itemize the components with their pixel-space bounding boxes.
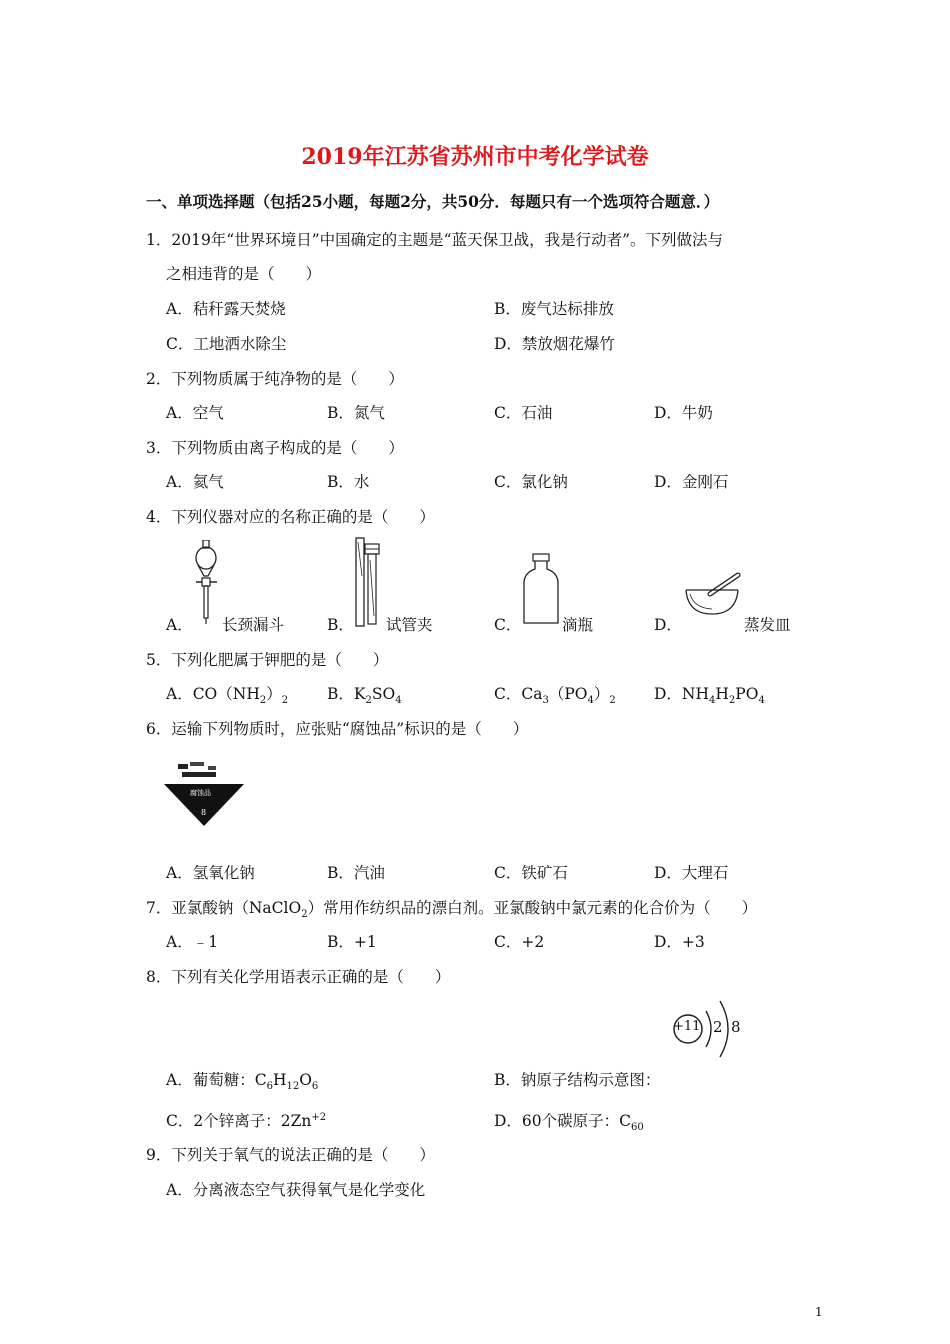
q6-option-b: B．汽油 [327, 864, 385, 882]
q8-option-b: B．钠原子结构示意图： [494, 1071, 661, 1089]
q2-option-c: C．石油 [494, 404, 553, 422]
q8-option-c: C．2个锌离子：$2Zn^{+2}$ [166, 1111, 327, 1130]
reagent-bottle-image [520, 553, 562, 625]
question-6: 6．运输下列物质时，应张贴“腐蚀品”标识的是（ ） [146, 720, 529, 738]
q8-option-a: A．葡萄糖：$C_6H_{12}O_6$ [166, 1071, 319, 1093]
section-heading: 一、单项选择题（包括25小题，每题2分，共50分．每题只有一个选项符合题意．） [146, 192, 720, 211]
q4-option-c: C． [494, 616, 522, 634]
page-number: 1 [815, 1305, 823, 1319]
q2-option-b: B．氮气 [327, 404, 385, 422]
q2-option-d: D．牛奶 [654, 404, 713, 422]
q5-option-c: C．$Ca_3(PO_4)_2$ [494, 685, 616, 707]
q5-option-d: D．$NH_4H_2PO_4$ [654, 685, 765, 707]
q4-option-d: D． [654, 616, 682, 634]
q9-option-a: A．分离液态空气获得氧气是化学变化 [166, 1181, 426, 1199]
atom-nucleus-charge: +11 [673, 1019, 701, 1034]
question-4: 4．下列仪器对应的名称正确的是（ ） [146, 508, 435, 526]
question-9: 9．下列关于氧气的说法正确的是（ ） [146, 1146, 435, 1164]
q3-option-b: B．水 [327, 473, 370, 491]
q4-caption-d: 蒸发皿 [744, 616, 791, 634]
q5-option-b: B．$K_2SO_4$ [327, 685, 402, 707]
q7-option-b: B．+1 [327, 933, 377, 951]
question-1-line1: 1．2019年“世界环境日”中国确定的主题是“蓝天保卫战，我是行动者”。下列做法与 [146, 231, 724, 249]
q8-option-d: D．60个碳原子：$C_{60}$ [494, 1112, 644, 1134]
question-7: 7．亚氯酸钠（NaClO$_2$）常用作纺织品的漂白剂。亚氯酸钠中氯元素的化合价为（ ） [146, 899, 758, 921]
corrosive-sign-number: 8 [201, 808, 207, 817]
page-title: 2019年江苏省苏州市中考化学试卷 [301, 144, 649, 170]
q4-caption-a: 长颈漏斗 [222, 616, 285, 634]
q1-option-c: C．工地洒水除尘 [166, 335, 287, 353]
q6-option-a: A．氢氧化钠 [166, 864, 255, 882]
q7-option-c: C．+2 [494, 933, 545, 951]
question-1-line2: 之相违背的是（ ） [166, 265, 322, 283]
q3-option-d: D．金刚石 [654, 473, 729, 491]
q4-option-a: A． [166, 616, 193, 634]
q1-option-a: A．秸秆露天焚烧 [166, 300, 286, 318]
test-tube-clamp-image [352, 536, 386, 628]
q4-caption-b: 试管夹 [386, 616, 433, 634]
corrosive-sign-text: 腐蚀品 [190, 789, 211, 797]
question-2: 2．下列物质属于纯净物的是（ ） [146, 370, 404, 388]
q5-option-a: A．$CO(NH_2)_2$ [166, 685, 289, 707]
q6-option-d: D．大理石 [654, 864, 729, 882]
atom-shell1-electrons: 2 [713, 1018, 723, 1036]
q1-option-d: D．禁放烟花爆竹 [494, 335, 615, 353]
mortar-pestle-image [682, 572, 742, 618]
atom-shell2-electrons: 8 [731, 1018, 741, 1036]
q2-option-a: A．空气 [166, 404, 224, 422]
q3-option-a: A．氦气 [166, 473, 224, 491]
separatory-funnel-image [190, 540, 224, 625]
q4-caption-c: 滴瓶 [562, 616, 594, 634]
question-3: 3．下列物质由离子构成的是（ ） [146, 439, 404, 457]
q6-option-c: C．铁矿石 [494, 864, 568, 882]
question-5: 5．下列化肥属于钾肥的是（ ） [146, 651, 389, 669]
q7-option-a: A．﹣1 [166, 933, 219, 951]
q1-option-b: B．废气达标排放 [494, 300, 614, 318]
q7-option-d: D．+3 [654, 933, 705, 951]
q4-option-b: B． [327, 616, 354, 634]
q3-option-c: C．氯化钠 [494, 473, 568, 491]
question-8: 8．下列有关化学用语表示正确的是（ ） [146, 968, 451, 986]
